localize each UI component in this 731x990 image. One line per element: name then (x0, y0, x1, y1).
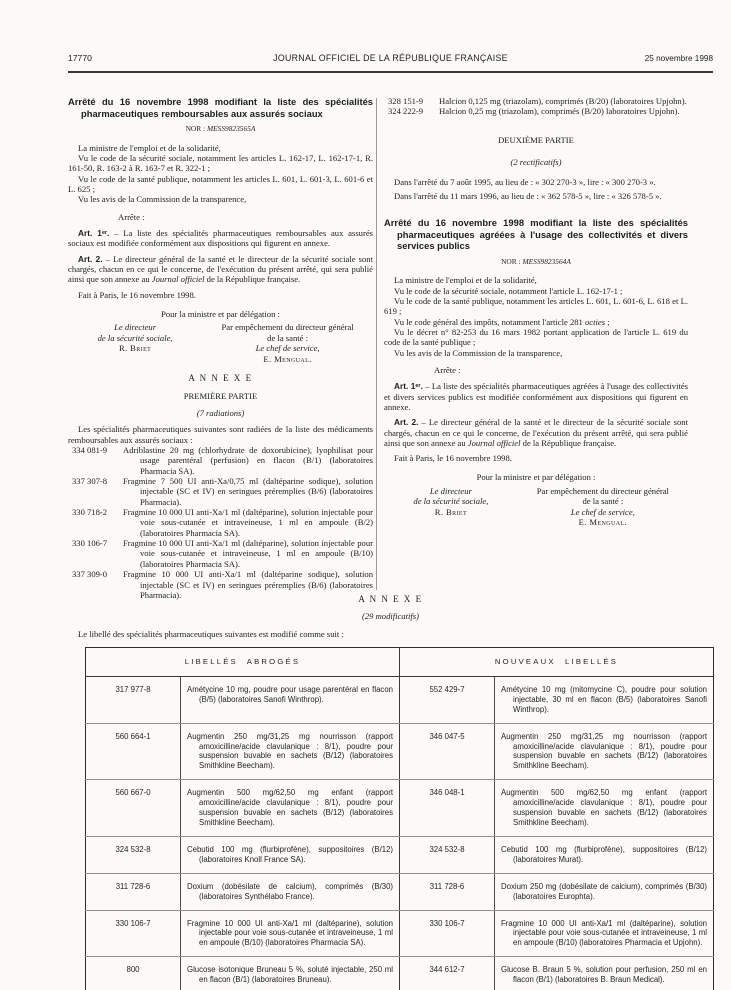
arrete-heading: Arrête : (118, 211, 145, 222)
old-desc-cell: Augmentin 250 mg/31,25 mg nourrisson (rapport amoxicilline/acide clavulanique : 8/1), poudre pour suspension buvable en sachets (B/12) (laboratoires Smithkline Beecham). (181, 723, 400, 780)
article-2-label: Art. 2. (394, 417, 419, 428)
old-desc-cell: Doxium (dobésilate de calcium), comprimés (B/30) (laboratoires Synthélabo France). (181, 873, 400, 910)
signature-block (384, 486, 688, 528)
visa-paragraph: Vu le décret n° 82-253 du 16 mars 1982 portant application de l'article L. 619 du code de la santé publique ; (384, 326, 688, 348)
decree-1-title: Arrêté du 16 novembre 1998 modifiant la liste des spécialités pharmaceutiques remboursables aux assurés sociaux (68, 96, 373, 119)
product-code: 334 081-9 (72, 445, 108, 456)
product-description: Adriblastine 20 mg (chlorhydrate de doxorubicine), lyophilisat pour usage parentéral (perfusion) en flacon (B/1) (laboratoires Pharmacia SA). (123, 445, 373, 476)
new-code-cell: 346 048-1 (400, 780, 495, 837)
visa-paragraph: La ministre de l'emploi et de la solidarité, (394, 275, 537, 286)
octies-mention: octies (585, 316, 606, 327)
fait-line: Fait à Paris, le 16 novembre 1998. (78, 289, 196, 300)
nor-label: NOR : (185, 124, 207, 134)
signature-right (518, 486, 688, 528)
table-row (86, 910, 714, 957)
new-code-cell: 552 429-7 (400, 676, 495, 723)
article-1-label: Art. 1ᵉʳ. (78, 227, 110, 238)
table-row (86, 780, 714, 837)
old-desc-cell: Amétycine 10 mg, poudre pour usage parentéral en flacon (B/5) (laboratoires Sanofi Winthrop). (181, 676, 400, 723)
signatory-name: R. Briet (434, 506, 468, 517)
radiation-item (68, 445, 373, 476)
delegation-line: Pour la ministre et par délégation : (161, 308, 280, 319)
visa-paragraph: La ministre de l'emploi et de la solidarité, (78, 142, 221, 153)
radiations-count: (7 radiations) (196, 408, 245, 418)
article-1-text: – La liste des spécialités pharmaceutiques remboursables aux assurés sociaux est modifiée conformément aux dispositions qui figurent en annexe. (68, 227, 373, 249)
signatory-name: E. Mengual. (263, 353, 312, 364)
new-code-cell: 311 728-6 (400, 873, 495, 910)
old-code-cell: 317 977-8 (86, 676, 181, 723)
old-desc-cell: Cebutid 100 mg (flurbiprofène), suppositoires (B/12) (laboratoires Knoll France SA). (181, 836, 400, 873)
journal-officiel-mention: Journal officiel (151, 274, 205, 285)
product-description: Halcion 0,25 mg (triazolam), comprimés (B/20) laboratoires Upjohn). (439, 106, 680, 117)
annexe-2-heading: A N N E X E (358, 594, 423, 604)
product-description: Fragmine 7 500 UI anti-Xa/0,75 ml (daltéparine sodique), solution injectable (SC et IV) en seringues préremplies (B/6) (laboratoires Pharmacia). (123, 476, 373, 507)
right-column (384, 96, 688, 528)
new-desc-cell: Amétycine 10 mg (mitomycine C), poudre pour solution injectable, 30 ml en flacon (B/5) (laboratoires Sanofi Winthrop). (495, 676, 714, 723)
signatory-title: de la santé : (582, 496, 624, 507)
radiation-item (68, 507, 373, 538)
article-1 (68, 228, 373, 249)
radiation-item (384, 96, 688, 106)
signatory-title: Le directeur (114, 321, 157, 332)
nor-value: MESS9823564A (522, 256, 571, 266)
table-header-row (86, 648, 714, 677)
article-2 (68, 254, 373, 285)
product-description: Fragmine 10 000 UI anti-Xa/1 ml (daltéparine sodique), solution injectable (SC et IV) en seringues préremplies (B/6) (laboratoires Pharmacia). (123, 569, 373, 600)
visa-paragraph (384, 317, 688, 327)
signature-block (68, 322, 373, 364)
deuxieme-partie-heading: DEUXIÈME PARTIE (498, 134, 574, 145)
product-code: 330 718-2 (72, 507, 108, 518)
product-code: 337 307-8 (72, 476, 108, 487)
product-code: 324 222-9 (388, 106, 424, 117)
signatory-title: de la sécurité sociale, (413, 496, 489, 507)
article-1 (384, 381, 688, 412)
radiations-intro: Les spécialités pharmaceutiques suivantes sont radiées de la liste des médicaments remboursables aux assurés sociaux : (68, 424, 373, 445)
signatory-title: Par empêchement du directeur général (536, 485, 669, 496)
modifications-table (85, 647, 714, 990)
visa-paragraph: Vu le code de la sécurité sociale, notamment l'article L. 162-17-1 ; (394, 285, 623, 296)
signatory-name: R. Briet (118, 343, 152, 354)
old-code-cell: 324 532-8 (86, 836, 181, 873)
modificatifs-count: (29 modificatifs) (361, 611, 420, 622)
signature-left (384, 486, 518, 528)
issue-date: 25 novembre 1998 (644, 54, 713, 63)
radiation-item (384, 106, 688, 116)
visa-paragraph: Vu le code de la sécurité sociale, notamment les articles L. 162-17, L. 162-17-1, R. 161-50, R. 163-2 à R. 163-7 et R. 322-1 ; (68, 152, 373, 174)
column-header-nouveaux: NOUVEAUX LIBELLÉS (400, 648, 714, 677)
signatory-name: E. Mengual. (578, 517, 628, 528)
modifications-intro: Le libellé des spécialités pharmaceutiques suivantes est modifié comme suit : (78, 628, 344, 639)
delegation-line: Pour la ministre et par délégation : (476, 472, 596, 483)
product-description: Fragmine 10 000 UI anti-Xa/1 ml (daltéparine), solution injectable pour voie sous-cutanée et intraveineuse, 1 ml en ampoule (B/2) (laboratoires Pharmacia SA). (123, 507, 373, 538)
article-2-text: – Le directeur général de la santé et le directeur de la sécurité sociale sont chargés, chacun en ce qui le concerne, de l'exécution du présent arrêté, qui sera publié ainsi que son annexe au (68, 253, 373, 285)
journal-title: JOURNAL OFFICIEL DE LA RÉPUBLIQUE FRANÇAISE (273, 53, 508, 63)
nor-label: NOR : (501, 256, 523, 266)
old-desc-cell: Augmentin 500 mg/62,50 mg enfant (rapport amoxicilline/acide clavulanique : 8/1), poudre pour suspension buvable en sachets (B/12) (laboratoires Smithkline Beecham). (181, 780, 400, 837)
new-desc-cell: Glucose B. Braun 5 %, solution pour perfusion, 250 ml en flacon (B/1) (laboratoires B. Braun Medical). (501, 965, 707, 985)
table-row (86, 957, 714, 990)
page-number: 17770 (68, 53, 92, 63)
column-header-abroges: LIBELLÉS ABROGÉS (86, 648, 400, 677)
article-2-label: Art. 2. (78, 253, 103, 264)
header-rule (68, 71, 713, 73)
visa-paragraph: Vu les avis de la Commission de la transparence, (78, 194, 247, 205)
signatory-title: Le chef de service, (255, 343, 320, 354)
signature-right (202, 322, 373, 364)
new-desc-cell: Cebutid 100 mg (flurbiprofène), suppositoires (B/12) (laboratoires Murat). (495, 836, 714, 873)
new-desc-cell: Fragmine 10 000 UI anti-Xa/1 ml (daltéparine), solution injectable pour voie sous-cutanée et intraveineuse, 1 ml en ampoule (B/10) (laboratoires Pharmacia et Upjohn). (495, 910, 714, 957)
journal-officiel-mention: Journal officiel (467, 438, 521, 448)
new-code-cell: 344 612-7 (400, 957, 495, 990)
signatory-title: Le directeur (429, 485, 472, 496)
signatory-title: de la sécurité sociale, (97, 332, 173, 343)
left-column (68, 96, 373, 600)
decree-1-nor (68, 124, 373, 134)
visa-paragraph: Vu le code de la santé publique, notamment les articles L. 601, L. 601-3, L. 601-6 et L. 625 ; (68, 173, 373, 194)
article-1-label: Art. 1ᵉʳ. (394, 381, 423, 392)
annexe-1-heading: A N N E X E (188, 373, 253, 384)
new-desc-cell: Augmentin 250 mg/31,25 mg nourrisson (rapport amoxicilline/acide clavulanique : 8/1), poudre pour suspension buvable en sachets (B/12) (laboratoires Smithkline Beecham). (495, 723, 714, 780)
new-desc-cell: Doxium 250 mg (dobésilate de calcium), comprimés (B/30) (laboratoires Europhta). (495, 873, 714, 910)
radiation-item (68, 476, 373, 507)
article-2-text: – Le directeur général de la santé et le directeur de la sécurité sociale sont chargés, chacun en ce qui le concerne, de l'exécution du présent arrêté, qui sera publié ainsi que son annexe au (384, 417, 688, 448)
radiation-item (68, 538, 373, 569)
article-1-text: – La liste des spécialités pharmaceutiques agréées à l'usage des collectivités et divers services publics est modifiée conformément aux dispositions qui figurent en annexe. (384, 381, 688, 412)
signatory-title: Le chef de service, (570, 506, 635, 517)
column-divider (376, 98, 377, 590)
new-code-cell: 324 532-8 (400, 836, 495, 873)
table-row (86, 836, 714, 873)
rectificatif-paragraph: Dans l'arrêté du 11 mars 1996, au lieu de : « 362 578-5 », lire : « 326 578-5 ». (394, 190, 662, 201)
old-code-cell: 330 106-7 (86, 910, 181, 957)
old-desc-cell: Glucose isotonique Bruneau 5 %, soluté injectable, 250 ml en flacon (B/1) (laboratoires Bruneau). (181, 957, 400, 990)
page-header (68, 53, 713, 63)
old-code-cell: 800 (86, 957, 181, 990)
decree-2-nor (384, 257, 688, 267)
visa-paragraph: Vu le code de la santé publique, notamment les articles L. 601, L. 601-6, L. 618 et L. 619 ; (384, 295, 688, 317)
arrete-heading: Arrête : (434, 364, 461, 375)
product-description: Halcion 0,125 mg (triazolam), comprimés (B/20) (laboratoires Upjohn). (439, 96, 687, 106)
article-2-text-end: de la République française. (520, 438, 617, 448)
rectificatif-paragraph: Dans l'arrêté du 7 août 1995, au lieu de : « 302 270-3 », lire : « 300 270-3 ». (394, 177, 656, 188)
fait-line: Fait à Paris, le 16 novembre 1998. (394, 453, 512, 464)
visa-paragraph: Vu les avis de la Commission de la transparence, (394, 347, 563, 358)
product-code: 330 106-7 (72, 538, 108, 549)
nor-value: MESS9823565A (206, 124, 256, 134)
product-description: Fragmine 10 000 UI anti-Xa/1 ml (daltéparine), solution injectable pour voie sous-cutanée et intraveineuse, 1 ml en ampoule (B/10) (laboratoires Pharmacia SA). (123, 538, 373, 569)
table-row (86, 873, 714, 910)
article-2 (384, 417, 688, 448)
new-code-cell: 346 047-5 (400, 723, 495, 780)
annexe-2-section (68, 594, 713, 990)
new-code-cell: 330 106-7 (400, 910, 495, 957)
product-code: 337 309-0 (72, 569, 108, 580)
old-code-cell: 560 667-0 (86, 780, 181, 837)
rectificatifs-count: (2 rectificatifs) (510, 157, 562, 168)
old-code-cell: 560 664-1 (86, 723, 181, 780)
article-2-text-end: de la République française. (204, 274, 301, 285)
new-desc-cell: Augmentin 500 mg/62,50 mg enfant (rapport amoxicilline/acide clavulanique : 8/1), poudre pour suspension buvable en sachets (B/12) (laboratoires Smithkline Beecham). (495, 780, 714, 837)
signatory-title: Par empêchement du directeur général (221, 321, 354, 332)
visa-text-end: ; (605, 316, 610, 327)
signatory-title: de la santé : (267, 332, 308, 343)
table-row (86, 676, 714, 723)
premiere-partie-heading: PREMIÈRE PARTIE (183, 390, 258, 401)
old-desc-cell: Fragmine 10 000 UI anti-Xa/1 ml (daltéparine), solution injectable pour voie sous-cutanée et intraveineuse, 1 ml en ampoule (B/10) (laboratoires Pharmacia SA). (181, 910, 400, 957)
old-code-cell: 311 728-6 (86, 873, 181, 910)
visa-text: Vu le code général des impôts, notamment l'article 281 (394, 316, 585, 327)
signature-left (68, 322, 202, 364)
product-code: 328 151-9 (388, 96, 424, 106)
decree-2-title: Arrêté du 16 novembre 1998 modifiant la liste des spécialités pharmaceutiques agréées à l'usage des collectivités et divers services publics (384, 217, 688, 252)
table-row (86, 723, 714, 780)
